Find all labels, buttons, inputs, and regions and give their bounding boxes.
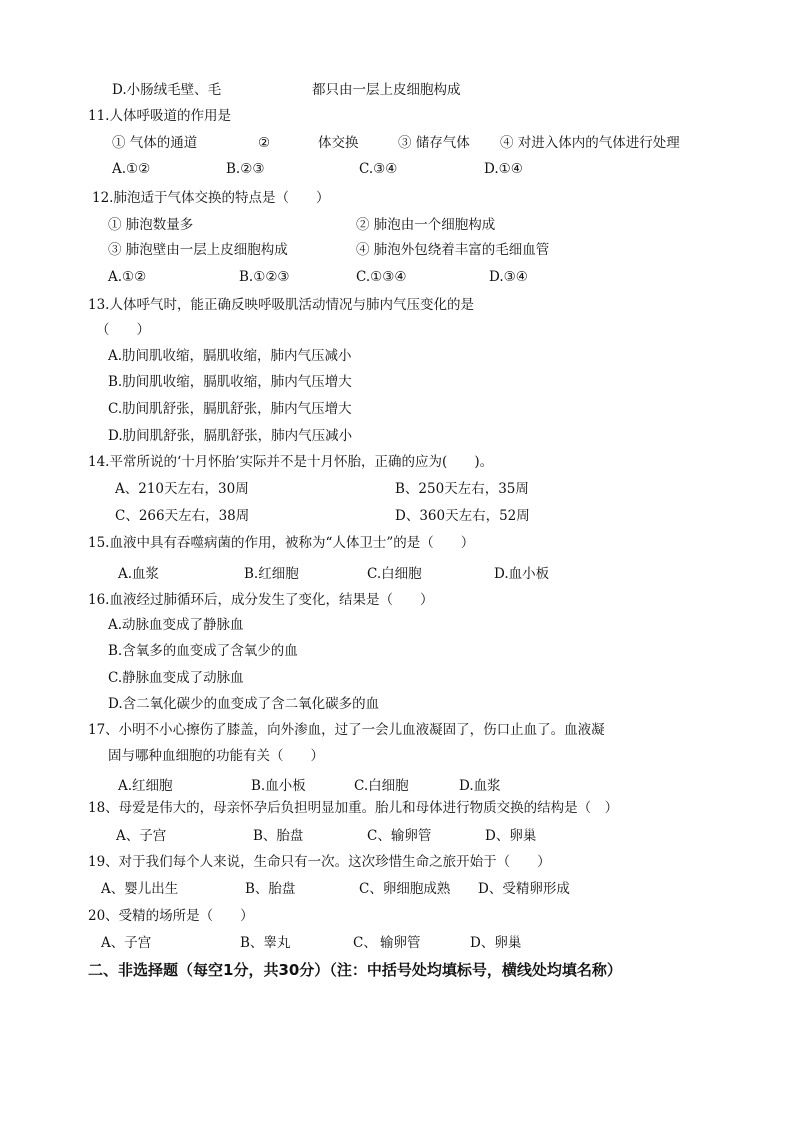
q17-stem-line-2: 固与哪种血细胞的功能有关（ ） <box>108 748 324 764</box>
q12-item-4: ④ 肺泡外包绕着丰富的毛细血管 <box>356 242 550 258</box>
q12-option-c: C.①③④ <box>356 269 407 285</box>
section-2-heading: 二、非选择题（每空1分，共30分）（注：中括号处均填标号，横线处均填名称） <box>88 961 622 979</box>
q19-option-b: B、胎盘 <box>245 881 296 897</box>
q20-option-b: B、睾丸 <box>240 935 291 951</box>
q13-option-a: A.肋间肌收缩，膈肌收缩，肺内气压减小 <box>108 348 352 364</box>
q12-item-1: ① 肺泡数量多 <box>108 217 194 233</box>
q20-option-c-tail: 输卵管 <box>380 935 421 951</box>
q14-option-d: D、360天左右，52周 <box>395 508 530 524</box>
q11-stem: 11.人体呼吸道的作用是 <box>88 108 231 124</box>
q12-item-2: ② 肺泡由一个细胞构成 <box>356 217 496 233</box>
q15-option-a: A.血浆 <box>118 566 160 582</box>
q16-option-b: B.含氧多的血变成了含氧少的血 <box>108 643 298 659</box>
q17-option-a: A.红细胞 <box>118 778 173 794</box>
q18-option-d: D、卵巢 <box>485 828 537 844</box>
q11-option-b: B.②③ <box>226 161 265 177</box>
q12-option-d: D.③④ <box>489 269 528 285</box>
q19-option-c: C、卵细胞成熟 <box>359 881 451 897</box>
q16-option-c: C.静脉血变成了动脉血 <box>108 670 244 686</box>
q19-option-a: A、婴儿出生 <box>101 881 179 897</box>
q12-stem: 12.肺泡适于气体交换的特点是（ ） <box>92 190 330 206</box>
q19-stem: 19、对于我们每个人来说，生命只有一次。这次珍惜生命之旅开始于（ ） <box>88 854 551 870</box>
q18-option-a: A、子宫 <box>116 828 167 844</box>
q14-option-c: C、266天左右，38周 <box>115 508 250 524</box>
q15-option-d: D.血小板 <box>494 566 550 582</box>
q11-item-2: ② <box>258 135 271 151</box>
q11-item-2-tail: 体交换 <box>318 135 359 151</box>
q20-option-c: C、 <box>353 935 377 951</box>
q15-stem: 15.血液中具有吞噬病菌的作用，被称为“人体卫士”的是（ ） <box>88 535 475 551</box>
q11-item-3: ③ 储存气体 <box>398 135 470 151</box>
q17-option-c: C.白细胞 <box>354 778 409 794</box>
q10-option-d: D.小肠绒毛壁、毛 <box>112 82 222 98</box>
q17-option-b: B.血小板 <box>251 778 306 794</box>
q13-option-d: D.肋间肌舒张，膈肌舒张，肺内气压减小 <box>108 428 353 444</box>
q20-option-d: D、卵巢 <box>470 935 522 951</box>
q16-option-a: A.动脉血变成了静脉血 <box>108 617 244 633</box>
q16-stem: 16.血液经过肺循环后，成分发生了变化，结果是（ ） <box>88 592 434 608</box>
q20-option-a: A、子宫 <box>101 935 152 951</box>
q18-option-b: B、胎盘 <box>253 828 304 844</box>
q13-option-b: B.肋间肌收缩，膈肌收缩，肺内气压增大 <box>108 374 352 390</box>
q17-stem-line-1: 17、小明不小心擦伤了膝盖，向外渗血，过了一会儿血液凝固了，伤口止血了。血液凝 <box>88 722 605 738</box>
q11-option-d: D.①④ <box>484 161 523 177</box>
q20-stem: 20、受精的场所是（ ） <box>88 908 254 924</box>
q12-item-3: ③ 肺泡壁由一层上皮细胞构成 <box>108 242 288 258</box>
q16-option-d: D.含二氧化碳少的血变成了含二氧化碳多的血 <box>108 696 380 712</box>
q11-option-a: A.①② <box>112 161 151 177</box>
q13-answer-paren: （ ） <box>96 322 150 338</box>
q10-option-d-tail: 都只由一层上皮细胞构成 <box>312 82 461 98</box>
q14-stem: 14.平常所说的‘十月怀胎’实际并不是十月怀胎，正确的应为( )。 <box>88 454 494 470</box>
q18-option-c: C、输卵管 <box>367 828 432 844</box>
q11-item-4: ④ 对进入体内的气体进行处理 <box>500 135 680 151</box>
q14-option-b: B、250天左右，35周 <box>395 481 529 497</box>
q13-stem: 13.人体呼气时，能正确反映呼吸肌活动情况与肺内气压变化的是 <box>88 297 474 313</box>
q12-option-b: B.①②③ <box>239 269 290 285</box>
q15-option-b: B.红细胞 <box>244 566 299 582</box>
q17-option-d: D.血浆 <box>459 778 501 794</box>
q11-item-1: ① 气体的通道 <box>112 135 198 151</box>
q11-option-c: C.③④ <box>359 161 398 177</box>
q19-option-d: D、受精卵形成 <box>478 881 570 897</box>
q18-stem: 18、母爱是伟大的，母亲怀孕后负担明显加重。胎儿和母体进行物质交换的结构是（ ） <box>88 800 619 816</box>
q15-option-c: C.白细胞 <box>367 566 422 582</box>
q13-option-c: C.肋间肌舒张，膈肌舒张，肺内气压增大 <box>108 401 352 417</box>
q12-option-a: A.①② <box>108 269 147 285</box>
q14-option-a: A、210天左右，30周 <box>115 481 249 497</box>
